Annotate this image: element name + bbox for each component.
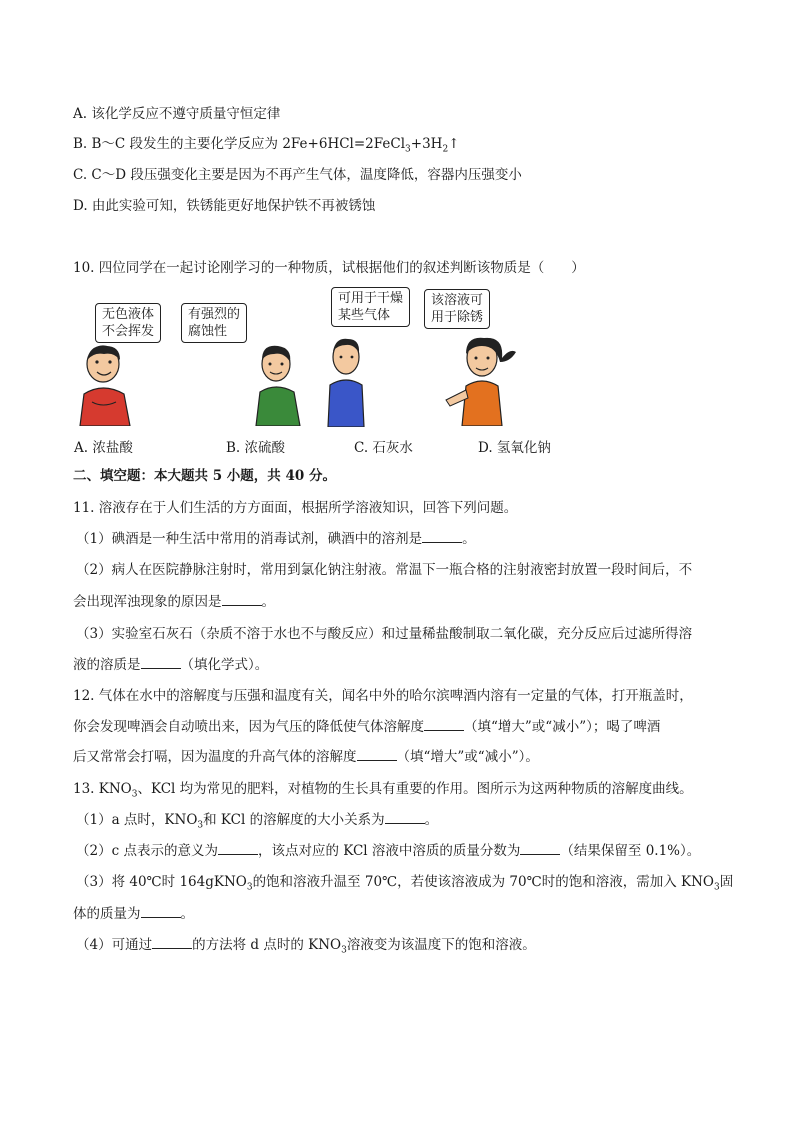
- option-9b: [73, 134, 460, 160]
- answer-blank[interactable]: [141, 904, 181, 918]
- q11-p3b-text: 液的溶质是: [73, 657, 141, 673]
- q13-p2c: （结果保留至 0.1%）。: [560, 843, 701, 859]
- question-13-part-2: [76, 841, 700, 861]
- q12-l3a: 后又常常会打嗝，因为温度的升高气体的溶解度: [73, 749, 357, 765]
- subscript: 3: [405, 144, 411, 155]
- q11-p2b-text: 会出现浑浊现象的原因是: [73, 594, 222, 610]
- question-11-part-2-line-1: （2）病人在医院静脉注射时，常用到氯化钠注射液。常温下一瓶合格的注射液密封放置一段时间后，不: [76, 562, 693, 578]
- q13-p3b: 的饱和溶液升温至 70℃，若使该溶液成为 70℃时的饱和溶液，需加入 KNO: [252, 874, 714, 890]
- q11-p3b-tail: （填化学式）。: [180, 657, 269, 673]
- subscript: 3: [341, 945, 347, 956]
- option-9b-text-mid: +3H: [410, 136, 443, 152]
- subscript: 3: [713, 882, 720, 893]
- option-10a: A. 浓盐酸: [74, 440, 133, 456]
- answer-blank[interactable]: [422, 529, 462, 543]
- option-10c: C. 石灰水: [354, 440, 413, 456]
- question-13-part-4: [76, 935, 536, 961]
- answer-blank[interactable]: [152, 935, 192, 949]
- answer-blank[interactable]: [222, 592, 262, 606]
- q12-l3b: （填“增大”或“减小”）。: [396, 749, 539, 765]
- q13-p3d: 体的质量为: [73, 906, 141, 922]
- question-13-part-1: [76, 810, 438, 836]
- q13-p4a: （4）可通过: [76, 937, 153, 953]
- answer-blank[interactable]: [141, 655, 181, 669]
- answer-blank[interactable]: [520, 841, 560, 855]
- q13-p2a: （2）c 点表示的意义为: [76, 843, 218, 859]
- student-2-illustration: [246, 342, 308, 426]
- q13-p3a: （3）将 40℃时 164gKNO: [76, 874, 247, 890]
- question-13-part-3-line-2: [73, 904, 194, 924]
- speech-bubble-2: 有强烈的 腐蚀性: [181, 303, 247, 343]
- question-13-part-3-line-1: [76, 872, 733, 898]
- q13-p1b: 和 KCl 的溶解度的大小关系为: [203, 812, 385, 828]
- speech-bubble-4: 该溶液可 用于除锈: [424, 289, 490, 329]
- question-12-line-3: [73, 747, 539, 767]
- student-4-illustration: [440, 328, 522, 426]
- option-9a: A. 该化学反应不遵守质量守恒定律: [73, 106, 281, 122]
- question-12-line-2: [73, 717, 660, 737]
- question-11-part-2-line-2: [73, 592, 275, 612]
- question-11-part-3-line-2: [73, 655, 268, 675]
- student-1-illustration: [70, 342, 140, 426]
- speech-bubble-1: 无色液体 不会挥发: [95, 303, 161, 343]
- speech-bubble-3: 可用于干燥 某些气体: [331, 287, 410, 327]
- subscript: 3: [197, 820, 204, 831]
- question-10-stem: 10. 四位同学在一起讨论刚学习的一种物质，试根据他们的叙述判断该物质是（ ）: [73, 260, 585, 276]
- option-9b-text: B. B～C 段发生的主要化学反应为 2Fe+6HCl=2FeCl: [73, 136, 406, 152]
- question-11-stem: 11. 溶液存在于人们生活的方方面面，根据所学溶液知识，回答下列问题。: [73, 500, 518, 516]
- question-13-stem: [73, 779, 693, 805]
- q11-p1-text: （1）碘酒是一种生活中常用的消毒试剂，碘酒中的溶剂是: [76, 531, 423, 547]
- question-11-part-1: [76, 529, 476, 549]
- option-9c: C. C～D 段压强变化主要是因为不再产生气体，温度降低，容器内压强变小: [73, 167, 522, 183]
- period: 。: [180, 906, 194, 922]
- subscript: 3: [131, 789, 138, 800]
- student-3-illustration: [318, 335, 374, 427]
- subscript: 2: [442, 144, 449, 155]
- q12-l2b: （填“增大”或“减小”）；喝了啤酒: [464, 719, 661, 735]
- question-11-part-3-line-1: （3）实验室石灰石（杂质不溶于水也不与酸反应）和过量稀盐酸制取二氧化碳，充分反应后过滤所得溶: [76, 626, 693, 642]
- question-12-line-1: 12. 气体在水中的溶解度与压强和温度有关，闻名中外的哈尔滨啤酒内溶有一定量的气体，打开瓶盖时，: [73, 688, 693, 704]
- section-heading: 二、填空题：本大题共 5 小题，共 40 分。: [73, 468, 336, 484]
- period: 。: [462, 531, 476, 547]
- answer-blank[interactable]: [218, 841, 258, 855]
- period: 。: [261, 594, 275, 610]
- q13-p4b: 的方法将 d 点时的 KNO: [192, 937, 342, 953]
- option-10b: B. 浓硫酸: [226, 440, 286, 456]
- q12-l2a: 你会发现啤酒会自动喷出来，因为气压的降低使气体溶解度: [73, 719, 424, 735]
- option-10d: D. 氢氧化钠: [478, 440, 551, 456]
- q13-stem-b: 、KCl 均为常见的肥料，对植物的生长具有重要的作用。图所示为这两种物质的溶解度曲线。: [137, 781, 693, 797]
- period: 。: [424, 812, 439, 828]
- q13-p1a: （1）a 点时，KNO: [76, 812, 198, 828]
- subscript: 3: [246, 882, 253, 893]
- option-9d: D. 由此实验可知，铁锈能更好地保护铁不再被锈蚀: [73, 198, 376, 214]
- gas-arrow: ↑: [448, 136, 460, 152]
- q13-p4c: 溶液变为该温度下的饱和溶液。: [346, 937, 536, 953]
- q13-p3c: 固: [719, 874, 734, 890]
- answer-blank[interactable]: [357, 747, 397, 761]
- q13-p2b: ，该点对应的 KCl 溶液中溶质的质量分数为: [257, 843, 521, 859]
- answer-blank[interactable]: [385, 810, 425, 824]
- q13-stem-a: 13. KNO: [73, 781, 132, 797]
- answer-blank[interactable]: [424, 717, 464, 731]
